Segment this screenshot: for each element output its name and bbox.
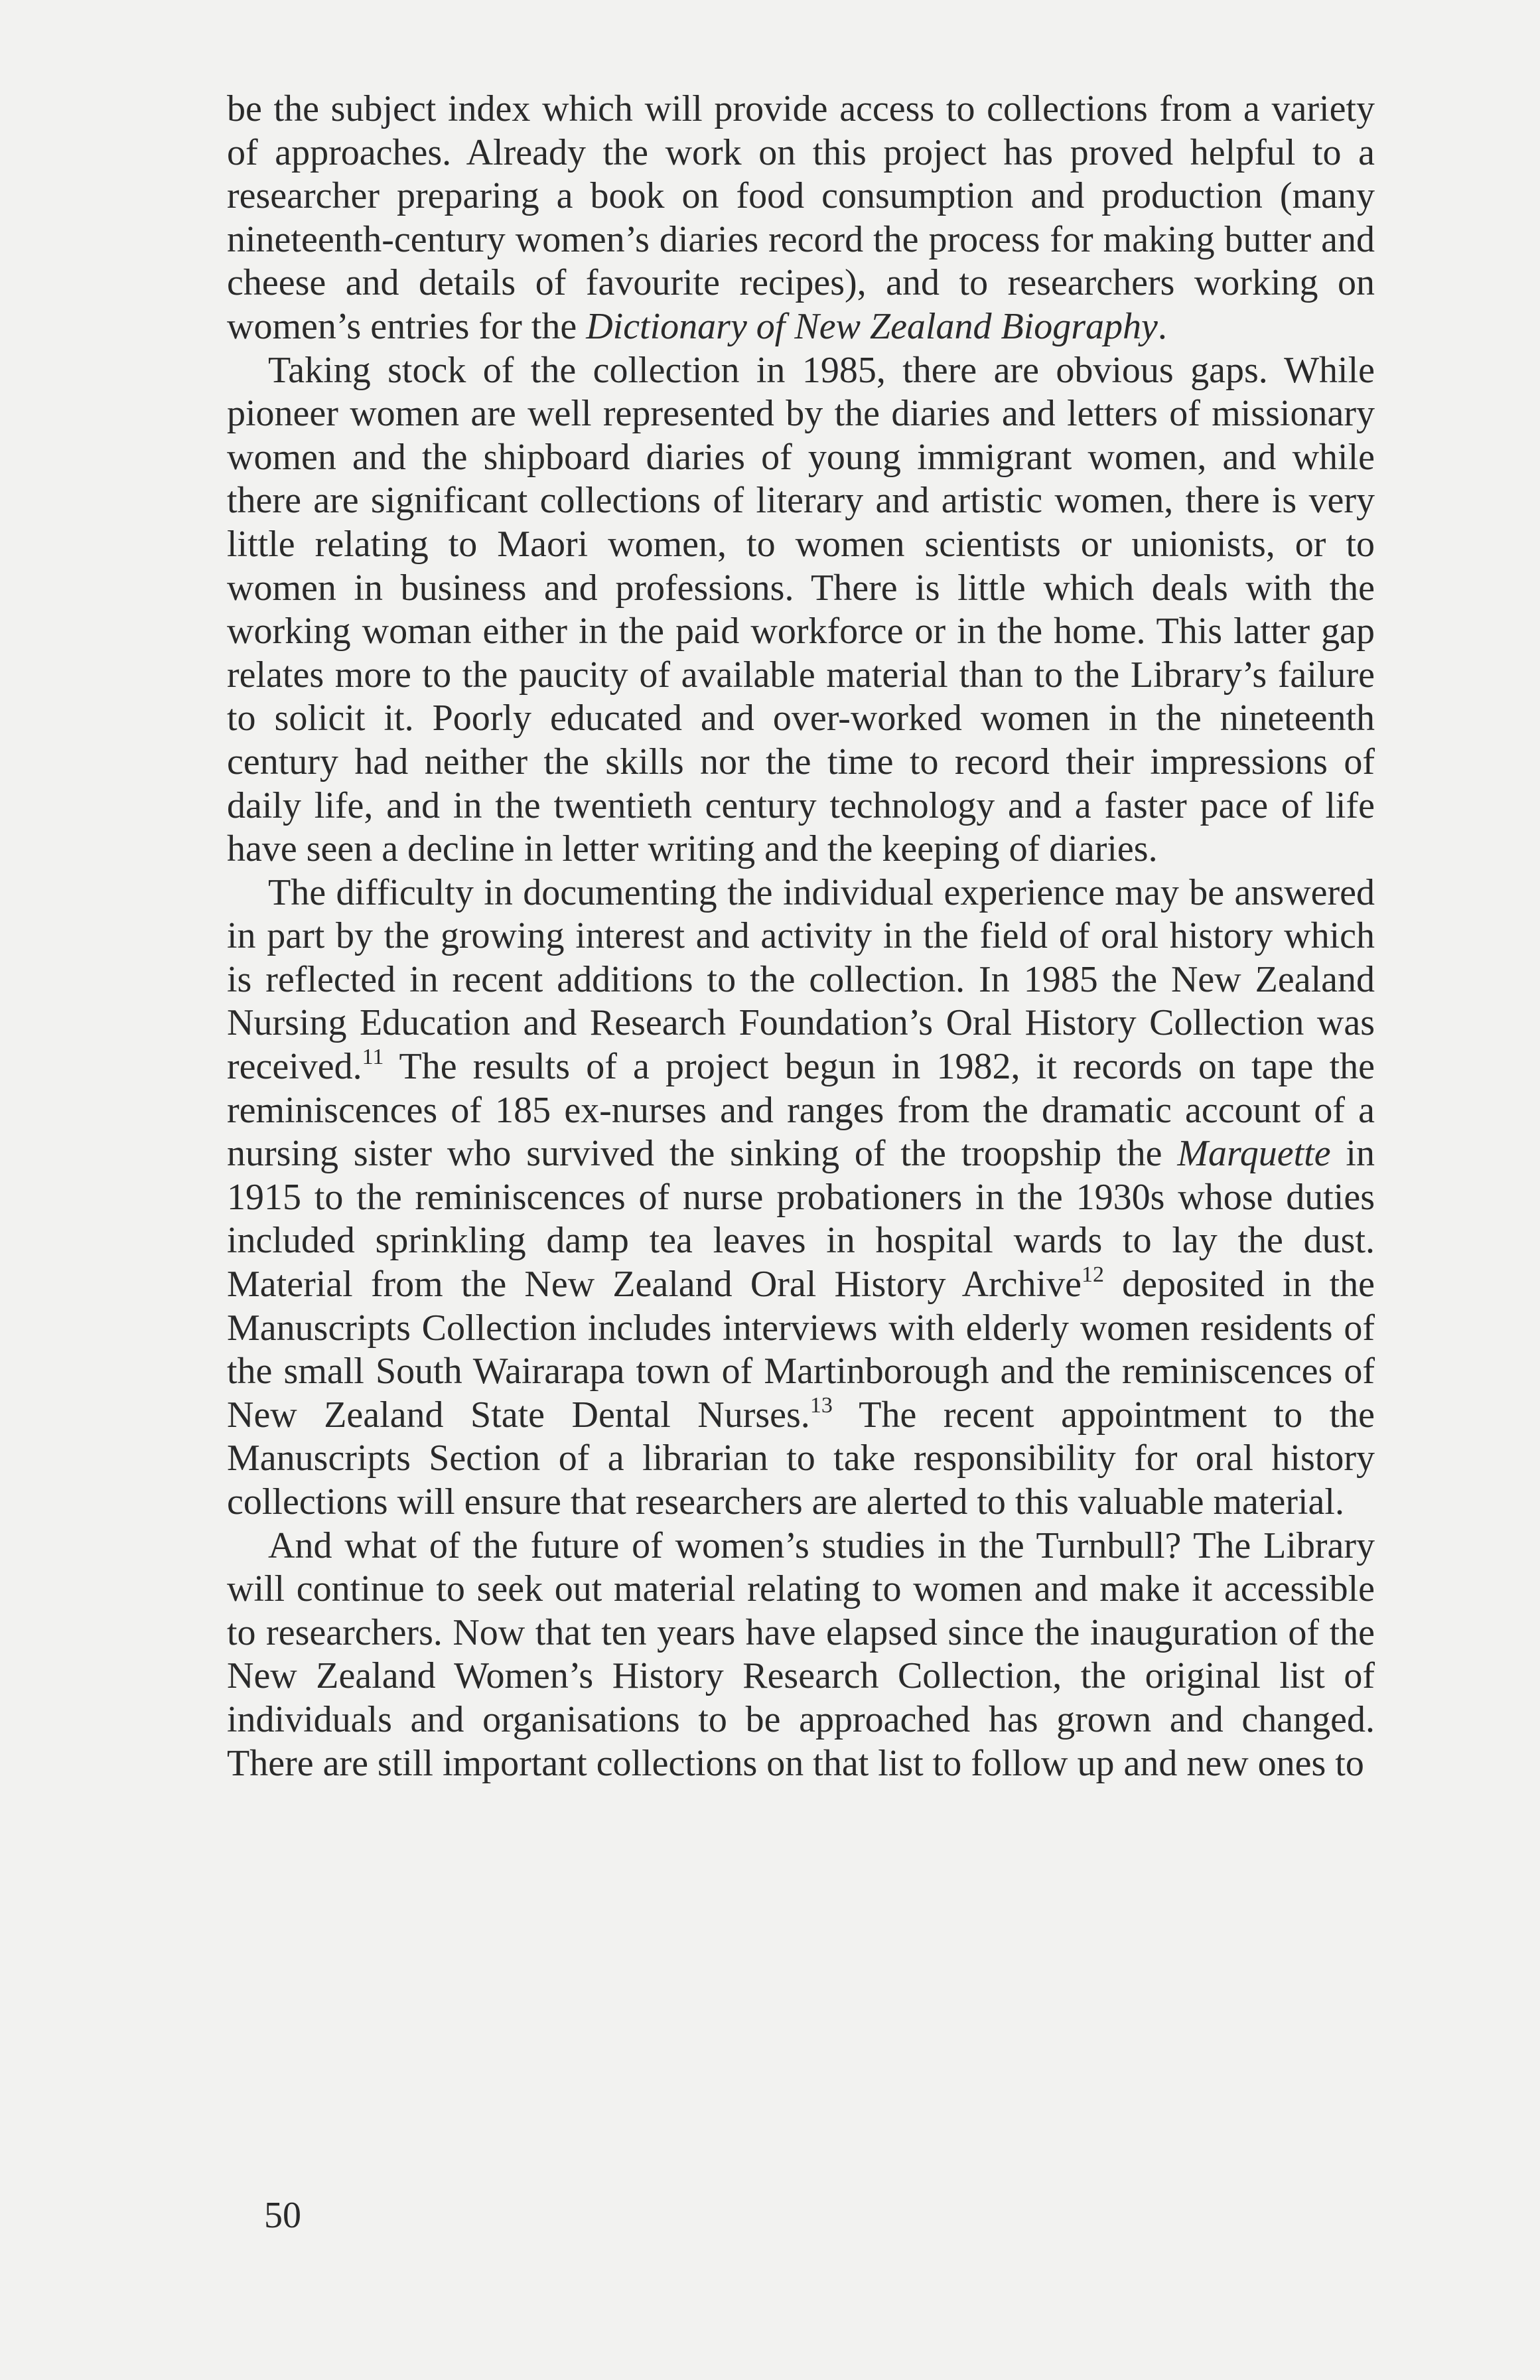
footnote-reference: 11 <box>362 1045 384 1070</box>
text-run: . <box>1157 305 1167 347</box>
paragraph-future <box>227 1525 1375 1786</box>
footnote-reference: 13 <box>809 1392 833 1418</box>
text-run: in 1915 to the reminiscences of nurse probationers in the 1930s whose duties included sprinkling damp tea leaves in hospital wards to lay the dust. Material from the New Zealand Oral History Archive <box>227 1133 1375 1305</box>
paragraph-subject-index <box>227 88 1375 349</box>
text-run: And what of the future of women’s studies in the Turnbull? The Library will continue to seek out material relating to women and make it accessible to researchers. Now that ten years have elapsed since the inauguration of the New Zealand Women’s History Research Collection, the original list of individuals and organisations to be approached has grown and changed. There are still important collections on that list to follow up and new ones to <box>227 1525 1375 1784</box>
text-run: Taking stock of the collection in 1985, there are obvious gaps. While pioneer women are well represented by the diaries and letters of missionary women and the shipboard diaries of young immigrant women, and while there are significant collections of literary and artistic women, there is very little relating to Maori women, to women scientists or unionists, or to women in business and professions. There is little which deals with the working woman either in the paid workforce or in the home. This latter gap relates more to the paucity of available material than to the Library’s failure to solicit it. Poorly educated and over-worked women in the nineteenth century had neither the skills nor the time to record their impressions of daily life, and in the twentieth century technology and a faster pace of life have seen a decline in letter writing and the keeping of diaries. <box>227 349 1375 870</box>
italic-title: Marquette <box>1177 1133 1331 1175</box>
paragraph-oral-history <box>227 871 1375 1525</box>
italic-title: Dictionary of New Zealand Biography <box>586 305 1158 347</box>
body-text <box>227 88 1375 1785</box>
text-run: The recent appointment to the Manuscripts Section of a librarian to take responsibility for oral history collections will ensure that researchers are alerted to this valuable material. <box>227 1394 1375 1523</box>
text-run: The results of a project begun in 1982, it records on tape the reminiscences of 185 ex-nurses and ranges from the dramatic account of a nursing sister who survived the sinking of the troopship the <box>227 1046 1375 1175</box>
text-run: be the subject index which will provide access to collections from a variety of approaches. Already the work on this project has proved helpful to a researcher preparing a book on food consumption and production (many nineteenth-century women’s diaries record the process for making butter and cheese and details of favourite recipes), and to researchers working on women’s entries for the <box>227 88 1375 347</box>
paragraph-collection-gaps <box>227 349 1375 871</box>
page-number: 50 <box>264 2195 301 2236</box>
text-run: The difficulty in documenting the individual experience may be answered in part by the growing interest and activity in the field of oral history which is reflected in recent additions to the collection. In 1985 the New Zealand Nursing Education and Research Foundation’s Oral History Collection was received. <box>227 871 1375 1088</box>
text-run: deposited in the Manuscripts Collection includes interviews with elderly women residents of the small South Wairarapa town of Martinborough and the reminiscences of New Zealand State Dental Nurses. <box>227 1264 1375 1436</box>
footnote-reference: 12 <box>1081 1262 1104 1288</box>
